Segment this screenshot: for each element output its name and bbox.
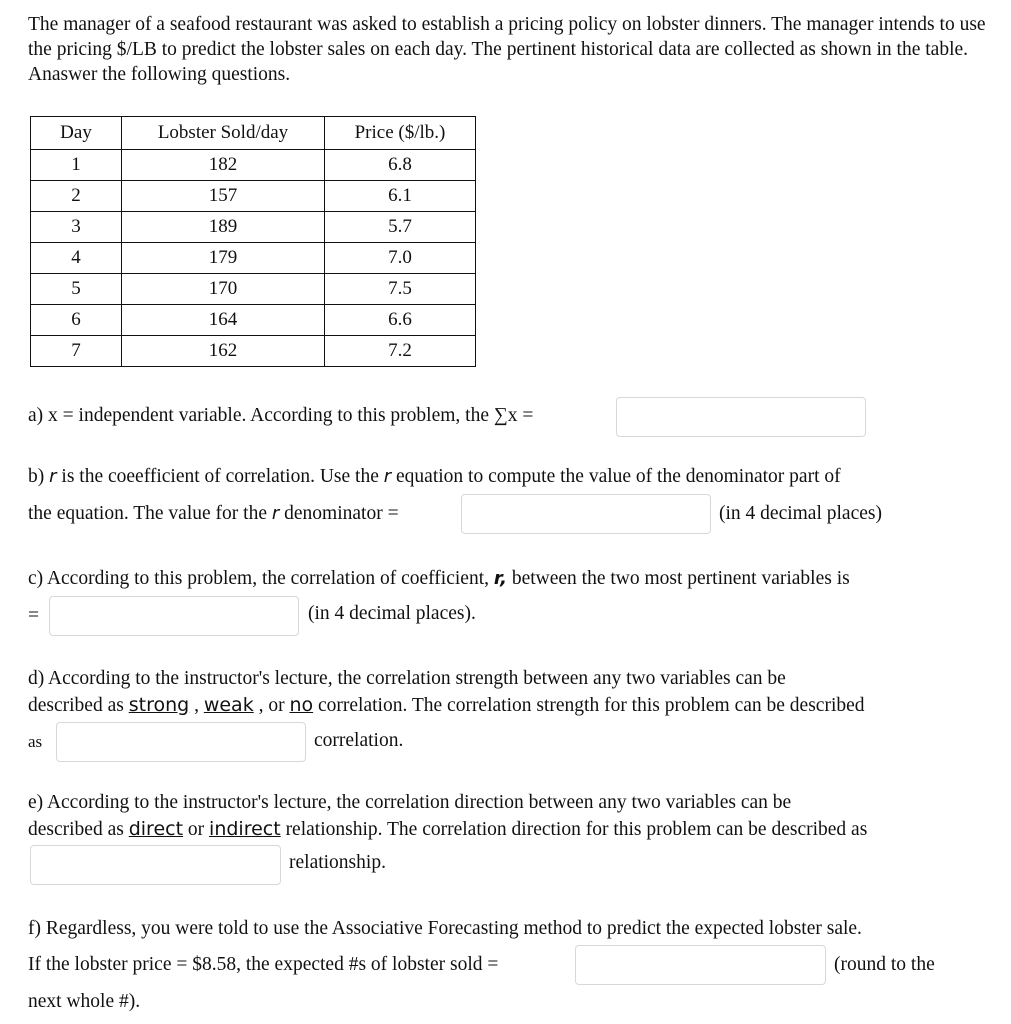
table-row bbox=[31, 181, 476, 212]
question-d-suffix: correlation. bbox=[314, 730, 404, 751]
question-e-line1: e) According to the instructor's lecture, the correlation direction between any two variables can be bbox=[28, 792, 792, 813]
option-direct: direct bbox=[128, 818, 184, 840]
cell-price: 6.1 bbox=[325, 181, 476, 212]
separator: , or bbox=[253, 695, 290, 716]
table-row bbox=[31, 274, 476, 305]
question-d-as: as bbox=[28, 732, 43, 751]
cell-sold: 189 bbox=[122, 212, 325, 243]
question-c-text2: between the two most pertinent variables is bbox=[506, 568, 850, 589]
answer-e-input[interactable] bbox=[30, 845, 281, 885]
header-lobster-sold: Lobster Sold/day bbox=[122, 117, 325, 150]
question-d-line1: d) According to the instructor's lecture, the correlation strength between any two variables can be bbox=[28, 668, 786, 689]
cell-price: 6.8 bbox=[325, 150, 476, 181]
table-header-row bbox=[31, 117, 476, 150]
cell-day: 7 bbox=[31, 336, 122, 367]
cell-day: 2 bbox=[31, 181, 122, 212]
problem-intro: The manager of a seafood restaurant was asked to establish a pricing policy on lobster dinners. The manager intends to use the pricing $/LB to predict the lobster sales on each day. The pertinent historical data are collected as shown in the table. Anaswer the following questions. bbox=[28, 14, 986, 85]
option-indirect: indirect bbox=[209, 818, 281, 840]
cell-sold: 164 bbox=[122, 305, 325, 336]
question-b-text1: is the coeefficient of correlation. Use the bbox=[56, 466, 384, 487]
table-row bbox=[31, 243, 476, 274]
question-b-line1 bbox=[28, 466, 841, 488]
cell-sold: 162 bbox=[122, 336, 325, 367]
cell-price: 5.7 bbox=[325, 212, 476, 243]
cell-day: 1 bbox=[31, 150, 122, 181]
cell-day: 4 bbox=[31, 243, 122, 274]
r-symbol: r bbox=[271, 503, 280, 524]
question-e-text2: relationship. The correlation direction for this problem can be described as bbox=[280, 819, 868, 840]
question-c-line1 bbox=[28, 568, 850, 590]
answer-d-input[interactable] bbox=[56, 722, 306, 762]
cell-sold: 157 bbox=[122, 181, 325, 212]
question-e-line2 bbox=[28, 818, 867, 841]
option-weak: weak bbox=[203, 694, 254, 716]
question-e-suffix: relationship. bbox=[289, 852, 386, 873]
table-row bbox=[31, 305, 476, 336]
cell-day: 6 bbox=[31, 305, 122, 336]
cell-sold: 182 bbox=[122, 150, 325, 181]
separator: , bbox=[189, 695, 204, 716]
question-f-line1: f) Regardless, you were told to use the Associative Forecasting method to predict the expected lobster sale. bbox=[28, 918, 862, 939]
answer-c-input[interactable] bbox=[49, 596, 299, 636]
header-price: Price ($/lb.) bbox=[325, 117, 476, 150]
question-c-eq: = bbox=[28, 605, 39, 626]
data-table bbox=[30, 116, 476, 367]
question-c-suffix: (in 4 decimal places). bbox=[308, 603, 476, 624]
table-row bbox=[31, 150, 476, 181]
cell-price: 6.6 bbox=[325, 305, 476, 336]
answer-b-input[interactable] bbox=[461, 494, 711, 534]
question-b-text4: denominator = bbox=[279, 503, 399, 524]
question-b-suffix: (in 4 decimal places) bbox=[719, 503, 882, 524]
question-d-line2 bbox=[28, 694, 865, 717]
table-row bbox=[31, 212, 476, 243]
question-f-line2: If the lobster price = $8.58, the expected #s of lobster sold = bbox=[28, 954, 499, 975]
question-d-text1: described as bbox=[28, 695, 129, 716]
question-b-text2: equation to compute the value of the denominator part of bbox=[391, 466, 841, 487]
option-strong: strong bbox=[128, 694, 190, 716]
table-row bbox=[31, 336, 476, 367]
option-no: no bbox=[289, 694, 314, 716]
r-symbol: r bbox=[49, 466, 57, 487]
question-a: a) x = independent variable. According to this problem, the ∑x = bbox=[28, 405, 534, 426]
question-b-line2 bbox=[28, 503, 399, 525]
separator: or bbox=[183, 819, 210, 840]
question-f-line3: next whole #). bbox=[28, 991, 141, 1012]
cell-price: 7.0 bbox=[325, 243, 476, 274]
cell-price: 7.5 bbox=[325, 274, 476, 305]
answer-f-input[interactable] bbox=[575, 945, 826, 985]
answer-a-input[interactable] bbox=[616, 397, 866, 437]
cell-sold: 170 bbox=[122, 274, 325, 305]
question-c-text1: c) According to this problem, the correlation of coefficient, bbox=[28, 568, 494, 589]
r-symbol: r bbox=[383, 466, 392, 487]
r-symbol: r, bbox=[493, 568, 507, 589]
question-b-prefix: b) bbox=[28, 466, 50, 487]
header-day: Day bbox=[31, 117, 122, 150]
question-b-text3: the equation. The value for the bbox=[28, 503, 272, 524]
cell-day: 3 bbox=[31, 212, 122, 243]
question-d-text2: correlation. The correlation strength for this problem can be described bbox=[313, 695, 865, 716]
question-f-suffix: (round to the bbox=[834, 954, 935, 975]
cell-price: 7.2 bbox=[325, 336, 476, 367]
cell-sold: 179 bbox=[122, 243, 325, 274]
question-e-text1: described as bbox=[28, 819, 129, 840]
cell-day: 5 bbox=[31, 274, 122, 305]
